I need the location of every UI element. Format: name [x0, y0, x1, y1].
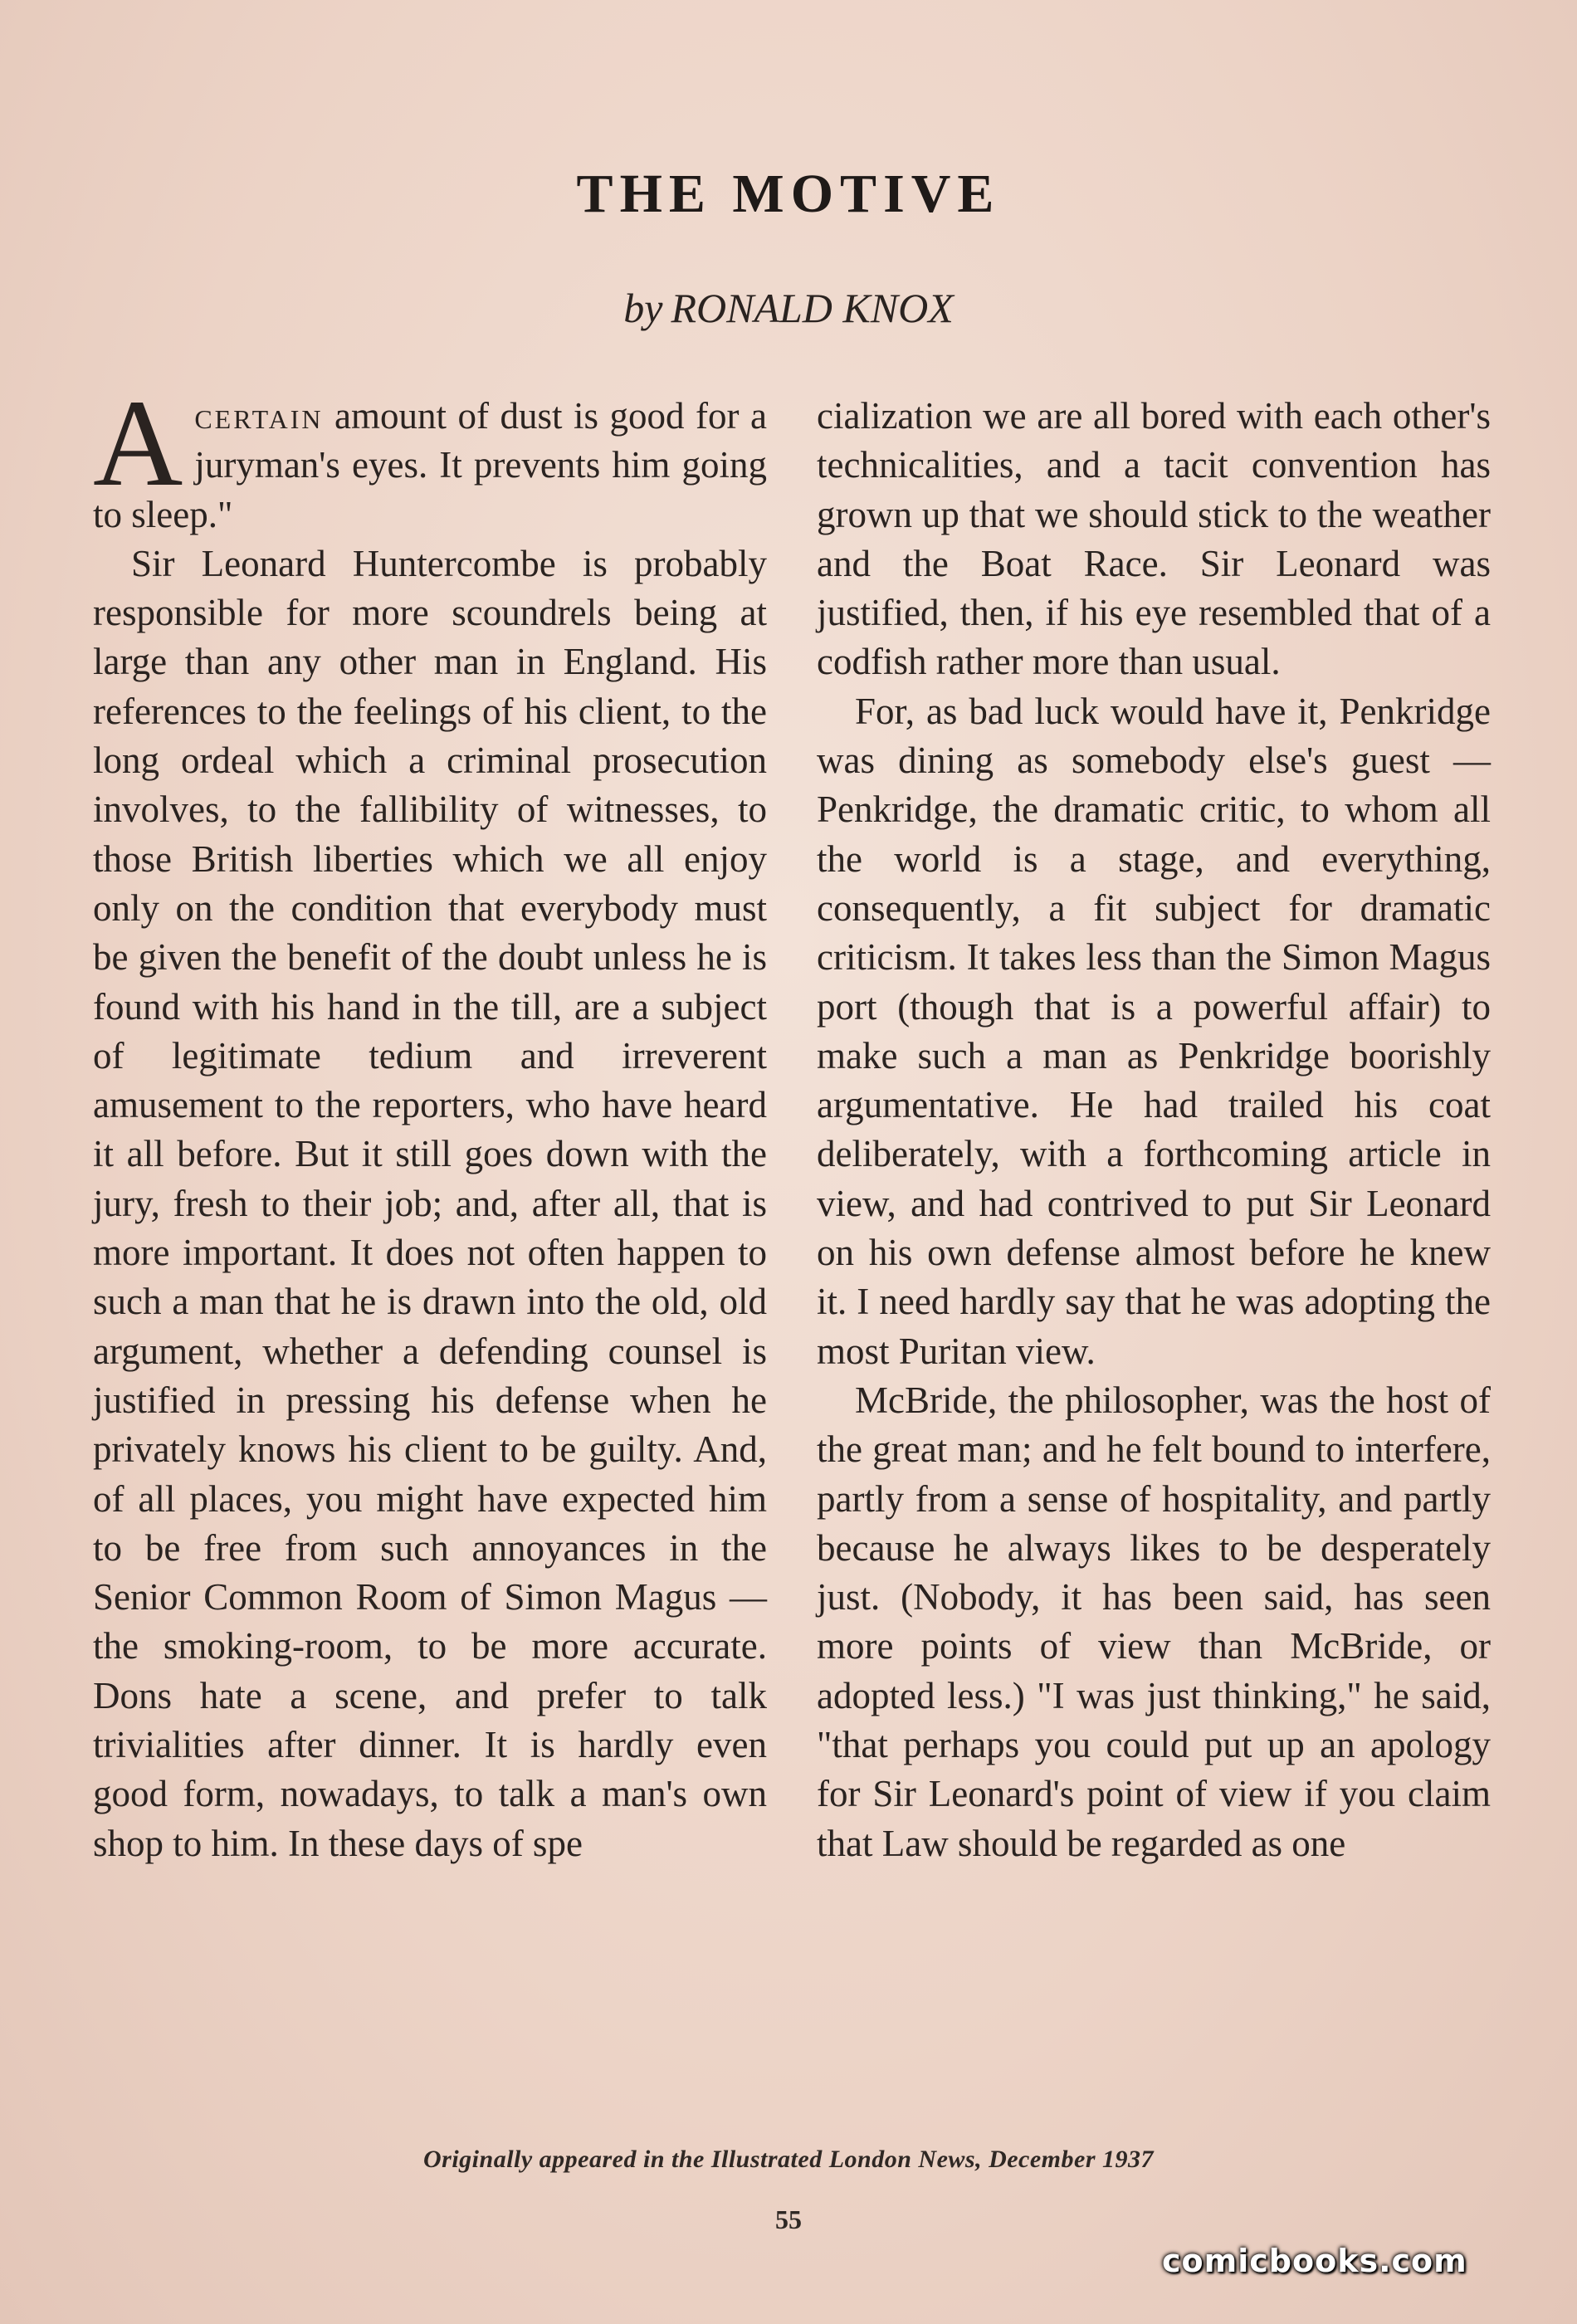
left-column — [93, 374, 767, 1868]
paragraph-opening — [93, 374, 767, 540]
opening-smallcaps: certain — [194, 395, 324, 437]
paragraph-2-continued: cialization we are all bored with each other's technicalities, and a tacit convention has grown up that we should stick to the weather and the Boat Race. Sir Leonard was justified, then, if his eye resembled that of a codfish rather more than usual. — [817, 395, 1491, 683]
byline-prefix: by — [623, 285, 663, 331]
paragraph-4: McBride, the philosopher, was the host of the great man; and he felt bound to interfere, partly from a sense of hospitality, and partly because he always likes to be desperately just. (Nobody, it has been said, has seen more points of view than McBride, or adopted less.) "I was just thinking," he said, "that perhaps you could put up an apology for Sir Leonard's point of view if you claim that Law should be regarded as one — [817, 1379, 1491, 1864]
paragraph-3: For, as bad luck would have it, Penkridge was dining as somebody else's guest — Penkridge, the dramatic critic, to whom all the world is a stage, and everything, consequently, a fit subject for dramatic criticism. It takes less than the Simon Magus port (though that is a powerful affair) to make such a man as Penkridge boorishly argumentative. He had trailed his coat deliberately, with a forthcoming article in view, and had contrived to put Sir Leonard on his own defense almost before he knew it. I need hardly say that he was adopting the most Puritan view. — [817, 690, 1491, 1372]
author-name: RONALD KNOX — [671, 285, 954, 331]
right-column — [817, 392, 1491, 1868]
drop-cap: A — [93, 374, 183, 512]
paragraph-1-text: amount of dust is good for a juryman's eyes. It prevents him going to sleep." — [93, 395, 767, 535]
byline — [0, 284, 1577, 332]
paragraph-2: Sir Leonard Huntercombe is probably responsible for more scoundrels being at large than any other man in England. His references to the feelings of his client, to the long ordeal which a criminal prosecution involves, to the fallibility of witnesses, to those British liberties which we all enjoy only on the condition that everybody must be given the benefit of the doubt unless he is found with his hand in the till, are a subject of legitimate tedium and irreverent amusement to the reporters, who have heard it all before. But it still goes down with the jury, fresh to their job; and, after all, that is more important. It does not often happen to such a man that he is drawn into the old, old argument, whether a defending counsel is justified in pressing his defense when he privately knows his client to be guilty. And, of all places, you might have expected him to be free from such annoyances in the Senior Common Room of Simon Magus — the smoking-room, to be more accurate. Dons hate a scene, and prefer to talk trivialities after dinner. It is hardly even good form, nowadays, to talk a man's own shop to him. In these days of spe — [93, 542, 767, 1864]
page-number: 55 — [775, 2204, 802, 2234]
article-title: THE MOTIVE — [576, 164, 1001, 224]
site-watermark: comicbooks.com — [1162, 2243, 1467, 2279]
publication-note: Originally appeared in the Illustrated London News, December 1937 — [423, 2146, 1154, 2173]
